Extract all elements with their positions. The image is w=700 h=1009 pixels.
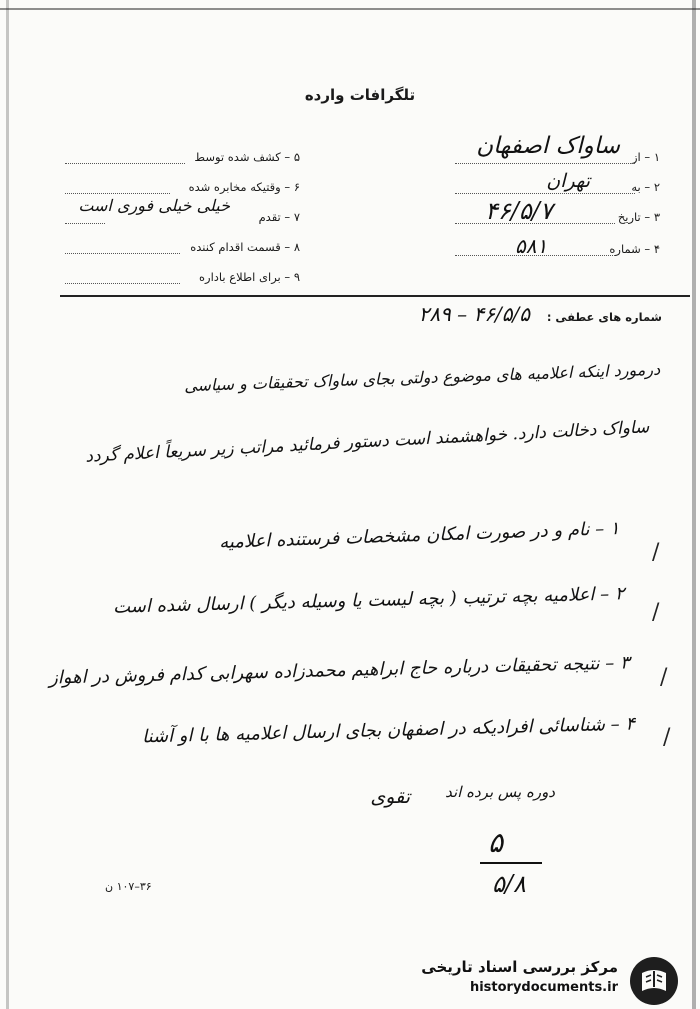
scan-left-edge [6,0,9,1009]
dotted-line [455,193,635,194]
header-divider [60,295,690,297]
signature: تقوی [370,786,410,808]
reference-label: شماره های عطفی : [546,310,662,324]
form-code: ۳۶–۱۰۷ ن [105,880,152,893]
body-line: ساواک دخالت دارد. خواهشمند است دستور فرمائید مراتب زیر سریعاً اعلام گردد [85,417,651,467]
reference-value: ۴۶/۵/۵ – ۲۸۹ [418,302,530,326]
margin-mark: / [663,725,671,750]
list-item: ۱ – نام و در صورت امکان مشخصات فرستنده اعلامیه [219,518,621,553]
field-label-priority: ۷ – تقدم [258,210,300,224]
field-label-action-dept: ۸ – قسمت اقدام کننده [190,240,300,254]
dotted-line [455,163,635,164]
list-item: ۴ – شناسائی افرادیکه در اصفهان بجای ارسال اعلامیه ها با او آشنا [141,713,636,748]
field-value-number: ۵۸۱ [515,234,548,258]
scan-right-edge [692,0,696,1009]
list-item: ۳ – نتیجه تحقیقات درباره حاج ابراهیم محمدزاده سهرابی کدام فروش در اهواز [49,652,631,689]
dotted-line [65,253,180,254]
field-value-to: تهران [546,170,590,192]
archive-name: مرکز بررسی اسناد تاریخی [421,958,618,976]
list-item: ۲ – اعلامیه بچه ترتیب ( بچه لیست یا وسیله دیگر ) ارسال شده است [113,583,626,618]
field-label-transmitted: ۶ – وقتیکه مخابره شده [188,180,300,194]
page-mark: ۵ [488,826,504,859]
field-label-from: ۱ – از [632,150,660,164]
field-label-info: ۹ – برای اطلاع باداره [199,270,300,284]
page-title: تلگرافات وارده [304,86,416,104]
archive-logo-icon [628,955,680,1007]
dotted-line [455,223,615,224]
field-label-decoded-by: ۵ – کشف شده توسط [194,150,300,164]
field-label-date: ۳ – تاریخ [617,210,660,224]
margin-mark: / [652,600,660,625]
margin-mark: / [652,540,660,565]
dotted-line [65,223,105,224]
field-label-to: ۲ – به [631,180,660,194]
page-fraction: ۵/۸ [492,870,526,898]
field-value-date: ۴۶/۵/۷ [485,197,553,225]
field-label-number: ۴ – شماره [609,242,660,256]
dotted-line [65,283,180,284]
field-value-priority: خیلی خیلی فوری است [78,196,230,215]
closing-line: دوره پس برده اند [445,783,555,801]
margin-mark: / [660,665,668,690]
dotted-line [65,163,185,164]
archive-site: historydocuments.ir [469,980,618,995]
field-value-from: ساواک اصفهان [476,133,620,159]
body-line: درمورد اینکه اعلامیه های موضوع دولتی بجای ساواک تحقیقات و سیاسی [183,359,661,396]
scan-top-line [0,8,700,10]
page-mark-underline [480,862,542,864]
dotted-line [65,193,170,194]
dotted-line [455,255,615,256]
